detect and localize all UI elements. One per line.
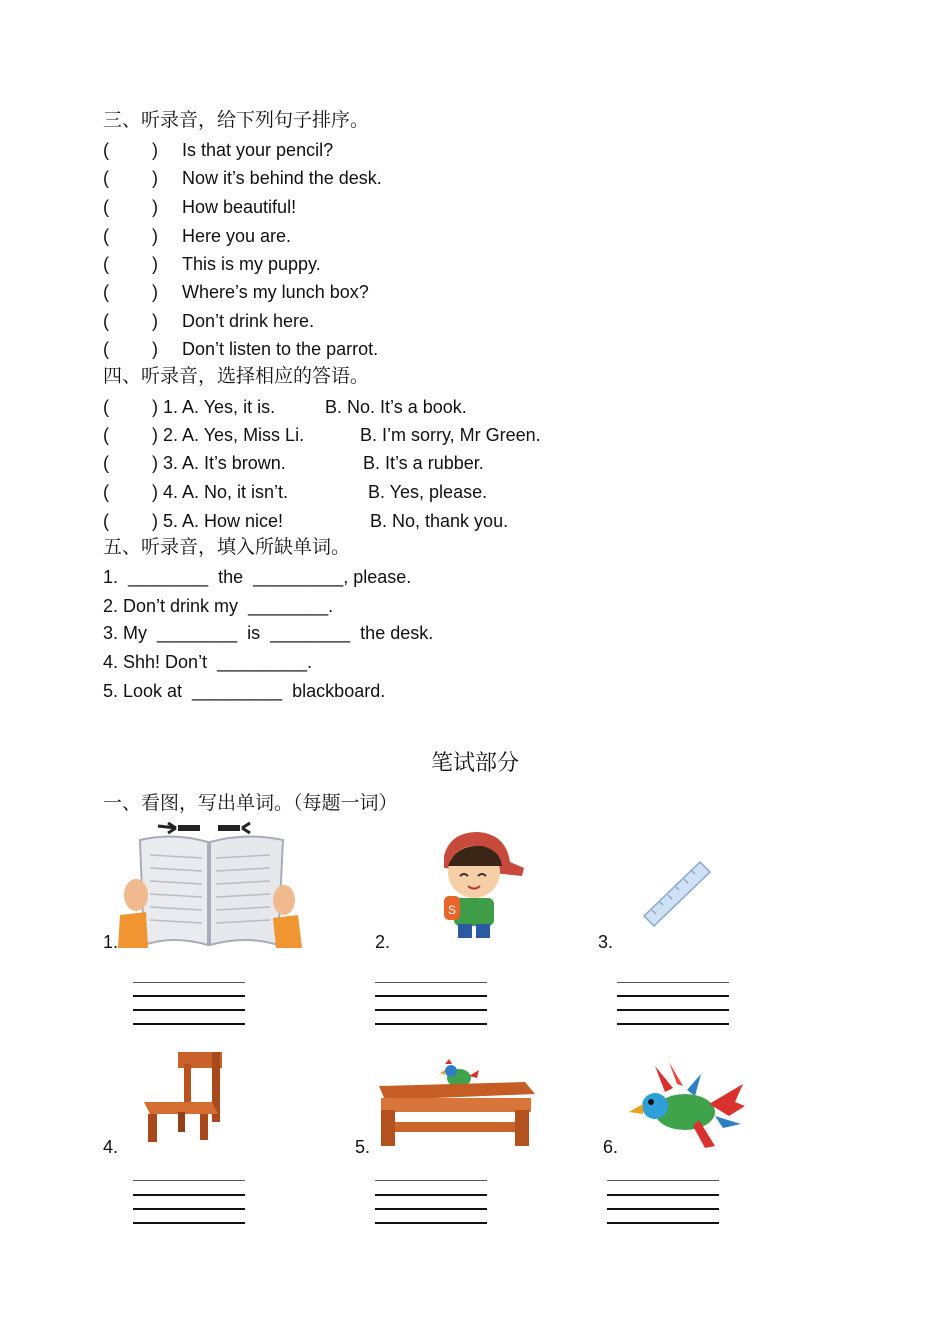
item-number-1: 1. [103,932,119,952]
item-number-3: 3. [598,932,614,952]
answer-line [607,1222,719,1224]
paren-left: ( [103,311,109,331]
sentence-2: Now it’s behind the desk. [182,168,382,188]
sentence-6: Where’s my lunch box? [182,282,369,302]
written-section1-heading: 一、看图，写出单词。（每题一词） [103,792,398,814]
section5-heading: 五、听录音，填入所缺单词。 [103,536,351,558]
choice-2-b: B. I’m sorry, Mr Green. [360,425,541,445]
paren-right: ) [152,282,158,302]
paren-left: ( [103,140,109,160]
paren-left: ( [103,226,109,246]
answer-line [133,995,245,997]
paren-left: ( [103,482,109,502]
answer-line [617,982,729,983]
paren-left: ( [103,339,109,359]
answer-line [617,995,729,997]
answer-line [375,1208,487,1210]
choice-4-b: B. Yes, please. [368,482,488,502]
answer-line [375,1009,487,1011]
item-number-4: 4. [103,1137,119,1157]
answer-line [375,1023,487,1025]
fill-5: 5. Look at _________ blackboard. [103,681,386,701]
choice-3-b: B. It’s a rubber. [363,453,484,473]
paren-left: ( [103,168,109,188]
paren-left: ( [103,511,109,531]
desk-icon [375,1058,537,1150]
sentence-3: How beautiful! [182,197,297,217]
answer-line [133,1023,245,1025]
answer-line [375,1180,487,1181]
answer-line [607,1208,719,1210]
fill-1: 1. ________ the _________, please. [103,567,412,587]
paren-right: ) [152,197,158,217]
choice-1-a: ) 1. A. Yes, it is. [152,397,276,417]
paren-right: ) [152,226,158,246]
svg-text:S: S [448,903,457,917]
paren-left: ( [103,453,109,473]
choice-4-a: ) 4. A. No, it isn’t. [152,482,289,502]
choice-3-a: ) 3. A. It’s brown. [152,453,286,473]
fill-4: 4. Shh! Don’t _________. [103,652,313,672]
fill-3: 3. My ________ is ________ the desk. [103,623,434,643]
item-number-6: 6. [603,1137,619,1157]
item-number-2: 2. [375,932,391,952]
parrot-icon [625,1062,747,1152]
item-number-5: 5. [355,1137,371,1157]
section4-heading: 四、听录音，选择相应的答语。 [103,365,370,387]
answer-line [133,1009,245,1011]
answer-line [133,1222,245,1224]
answer-line [375,1194,487,1196]
paren-left: ( [103,397,109,417]
paren-right: ) [152,168,158,188]
paren-left: ( [103,425,109,445]
paren-right: ) [152,140,158,160]
paren-right: ) [152,339,158,359]
sentence-7: Don’t drink here. [182,311,315,331]
fill-2: 2. Don’t drink my ________. [103,596,334,616]
answer-line [375,995,487,997]
ruler-icon [640,858,715,930]
choice-2-a: ) 2. A. Yes, Miss Li. [152,425,305,445]
paren-left: ( [103,197,109,217]
sentence-4: Here you are. [182,226,292,246]
answer-line [375,982,487,983]
parrot-on-desk [440,1059,479,1087]
answer-line [617,1023,729,1025]
sentence-5: This is my puppy. [182,254,321,274]
answer-line [607,1180,719,1181]
written-title: 笔试部分 [430,751,519,776]
answer-line [617,1009,729,1011]
book-icon [118,820,303,950]
paren-left: ( [103,254,109,274]
answer-line [133,982,245,983]
choice-5-b: B. No, thank you. [370,511,509,531]
answer-line [133,1208,245,1210]
choice-5-a: ) 5. A. How nice! [152,511,284,531]
answer-line [133,1194,245,1196]
paren-right: ) [152,254,158,274]
answer-line [375,1222,487,1224]
chair-icon [138,1050,228,1145]
paren-left: ( [103,282,109,302]
answer-line [133,1180,245,1181]
choice-1-b: B. No. It’s a book. [325,397,467,417]
sentence-8: Don’t listen to the parrot. [182,339,379,359]
answer-line [607,1194,719,1196]
sentence-1: Is that your pencil? [182,140,334,160]
section3-heading: 三、听录音，给下列句子排序。 [103,109,370,131]
boy-icon [430,828,530,943]
paren-right: ) [152,311,158,331]
